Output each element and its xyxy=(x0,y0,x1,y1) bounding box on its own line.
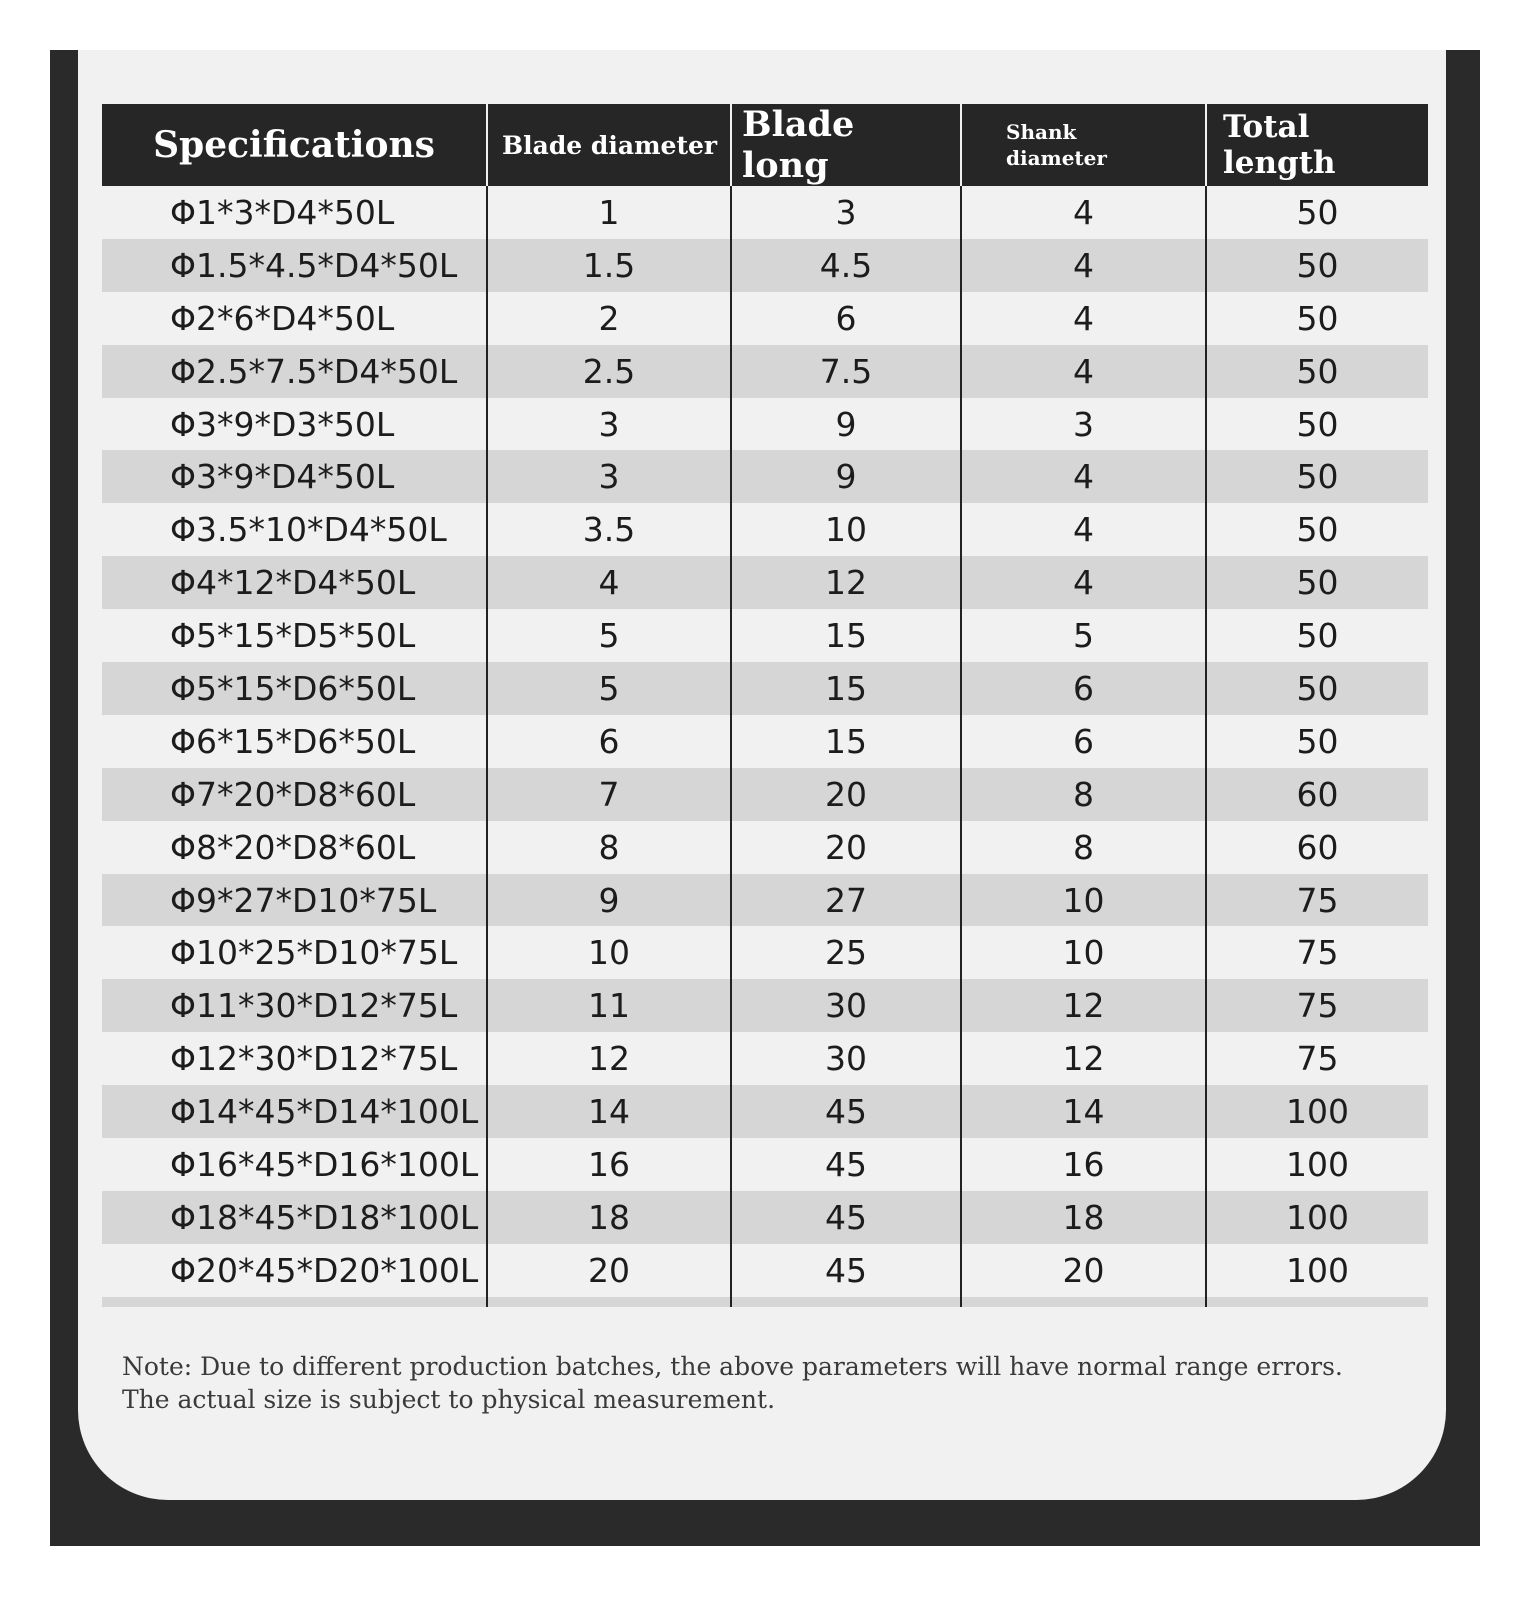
table-cell: 16 xyxy=(961,1138,1206,1191)
table-cell: 6 xyxy=(961,715,1206,768)
table-cell: 1 xyxy=(487,186,731,239)
table-cell: 7 xyxy=(487,768,731,821)
table-row xyxy=(102,1244,1428,1297)
table-cell: 100 xyxy=(1206,1244,1428,1297)
table-cell: 8 xyxy=(487,821,731,874)
table-cell: 6 xyxy=(961,662,1206,715)
table-cell: 4 xyxy=(961,503,1206,556)
table-cell: 10 xyxy=(487,926,731,979)
table-body xyxy=(102,186,1428,1307)
table-cell: 2 xyxy=(487,292,731,345)
table-cell: 2.5 xyxy=(487,345,731,398)
table-cell: 45 xyxy=(731,1085,961,1138)
table-cell: 9 xyxy=(487,874,731,927)
table-cell: 16 xyxy=(487,1138,731,1191)
table-cell: 8 xyxy=(961,768,1206,821)
table-cell: 75 xyxy=(1206,874,1428,927)
table-cell: 4 xyxy=(961,186,1206,239)
table-cell: 20 xyxy=(961,1244,1206,1297)
table-cell: 3.5 xyxy=(487,503,731,556)
table-cell: 3 xyxy=(731,186,961,239)
table-cell: Φ8*20*D8*60L xyxy=(170,827,416,867)
table-cell: 3 xyxy=(961,398,1206,451)
note-line-2: The actual size is subject to physical measurement. xyxy=(122,1385,776,1414)
table-cell: 5 xyxy=(961,609,1206,662)
table-row xyxy=(102,292,1428,345)
table-cell: 100 xyxy=(1206,1138,1428,1191)
table-cell: 4 xyxy=(961,292,1206,345)
table-row xyxy=(102,1032,1428,1085)
table-row xyxy=(102,768,1428,821)
table-cell: 50 xyxy=(1206,662,1428,715)
stripe-cell xyxy=(961,1297,1206,1307)
table-cell: 50 xyxy=(1206,450,1428,503)
table-cell: 8 xyxy=(961,821,1206,874)
table-cell: 45 xyxy=(731,1191,961,1244)
table-cell: Φ12*30*D12*75L xyxy=(170,1039,458,1079)
table-row xyxy=(102,662,1428,715)
table-cell: 50 xyxy=(1206,398,1428,451)
table-cell: 15 xyxy=(731,662,961,715)
table-cell: Φ20*45*D20*100L xyxy=(170,1250,479,1290)
header-blade-long: Blade long xyxy=(731,104,961,186)
table-cell: 6 xyxy=(731,292,961,345)
table-row xyxy=(102,556,1428,609)
table-cell: 4 xyxy=(961,450,1206,503)
table-cell: 14 xyxy=(961,1085,1206,1138)
table-cell: 50 xyxy=(1206,239,1428,292)
stripe-cell xyxy=(731,1297,961,1307)
stripe-cell xyxy=(487,1297,731,1307)
table-cell: 9 xyxy=(731,398,961,451)
table-cell: 4 xyxy=(961,556,1206,609)
table-row xyxy=(102,503,1428,556)
table-cell: Φ11*30*D12*75L xyxy=(102,979,487,1032)
table-cell: 1.5 xyxy=(487,239,731,292)
table-cell: 20 xyxy=(487,1244,731,1297)
table-row xyxy=(102,1138,1428,1191)
table-cell: Φ4*12*D4*50L xyxy=(102,556,487,609)
table-row xyxy=(102,979,1428,1032)
table-cell: 15 xyxy=(731,715,961,768)
table-cell: 9 xyxy=(731,450,961,503)
table-cell: 3 xyxy=(487,398,731,451)
table-bottom-stripe xyxy=(102,1297,1428,1307)
table-cell: 45 xyxy=(731,1138,961,1191)
header-shank-diameter xyxy=(961,104,1206,186)
table-row xyxy=(102,186,1428,239)
table-cell: 30 xyxy=(731,979,961,1032)
table-cell: 75 xyxy=(1206,1032,1428,1085)
table-cell: 20 xyxy=(731,768,961,821)
note-line-1: Note: Due to different production batches, the above parameters will have normal range errors. xyxy=(122,1352,1343,1381)
table-cell: Φ9*27*D10*75L xyxy=(102,874,487,927)
table-cell: Φ2.5*7.5*D4*50L xyxy=(102,345,487,398)
table-cell: 50 xyxy=(1206,609,1428,662)
table-cell: 6 xyxy=(487,715,731,768)
table-cell: Φ10*25*D10*75L xyxy=(170,933,458,973)
table-cell: 50 xyxy=(1206,556,1428,609)
table-cell: 4 xyxy=(961,239,1206,292)
table-cell: Φ14*45*D14*100L xyxy=(102,1085,487,1138)
table-cell: 5 xyxy=(487,662,731,715)
table-cell: Φ1*3*D4*50L xyxy=(170,192,395,232)
header-shank-line1: Shank xyxy=(1006,120,1077,144)
table-row xyxy=(102,450,1428,503)
header-blade-diameter: Blade diameter xyxy=(487,104,731,186)
table-cell: Φ2*6*D4*50L xyxy=(170,298,395,338)
table-cell: 60 xyxy=(1206,768,1428,821)
specifications-table xyxy=(102,104,1428,1307)
table-cell: Φ6*15*D6*50L xyxy=(170,721,416,761)
table-cell: 100 xyxy=(1206,1191,1428,1244)
table-cell: 18 xyxy=(961,1191,1206,1244)
table-cell: 75 xyxy=(1206,979,1428,1032)
table-row xyxy=(102,239,1428,292)
table-cell: 50 xyxy=(1206,186,1428,239)
table-row xyxy=(102,345,1428,398)
table-cell: Φ7*20*D8*60L xyxy=(102,768,487,821)
table-cell: 18 xyxy=(487,1191,731,1244)
table-cell: 50 xyxy=(1206,292,1428,345)
table-cell: 10 xyxy=(961,874,1206,927)
header-shank-line2: diameter xyxy=(1006,146,1107,170)
table-cell: 20 xyxy=(731,821,961,874)
stripe-cell xyxy=(1206,1297,1428,1307)
table-cell: 10 xyxy=(731,503,961,556)
table-cell: 50 xyxy=(1206,345,1428,398)
table-row xyxy=(102,1191,1428,1244)
table-cell: 3 xyxy=(487,450,731,503)
table-cell: 15 xyxy=(731,609,961,662)
table-row xyxy=(102,398,1428,451)
table-cell: Φ5*15*D6*50L xyxy=(102,662,487,715)
table-cell: Φ1.5*4.5*D4*50L xyxy=(102,239,487,292)
table-cell: 12 xyxy=(961,979,1206,1032)
table-cell: 50 xyxy=(1206,503,1428,556)
table-cell: 12 xyxy=(731,556,961,609)
table-cell: 25 xyxy=(731,926,961,979)
table-cell: 50 xyxy=(1206,715,1428,768)
table-cell: 100 xyxy=(1206,1085,1428,1138)
table-header-row xyxy=(102,104,1428,186)
table-cell: 27 xyxy=(731,874,961,927)
table-cell: 30 xyxy=(731,1032,961,1085)
table-cell: Φ16*45*D16*100L xyxy=(170,1144,479,1184)
table-row xyxy=(102,715,1428,768)
table-row xyxy=(102,874,1428,927)
table-cell: 45 xyxy=(731,1244,961,1297)
table-cell: 5 xyxy=(487,609,731,662)
table-cell: 4 xyxy=(961,345,1206,398)
table-row xyxy=(102,926,1428,979)
table-cell: 75 xyxy=(1206,926,1428,979)
table-row xyxy=(102,1085,1428,1138)
stripe-cell xyxy=(102,1297,487,1307)
table-cell: Φ18*45*D18*100L xyxy=(102,1191,487,1244)
table-cell: Φ5*15*D5*50L xyxy=(170,616,416,656)
table-cell: 11 xyxy=(487,979,731,1032)
table-row xyxy=(102,821,1428,874)
table-row xyxy=(102,609,1428,662)
table-cell: Φ3*9*D3*50L xyxy=(170,404,395,444)
table-cell: 4.5 xyxy=(731,239,961,292)
table-cell: 12 xyxy=(487,1032,731,1085)
header-total-length: Total length xyxy=(1206,104,1428,186)
table-cell: 60 xyxy=(1206,821,1428,874)
table-cell: 12 xyxy=(961,1032,1206,1085)
header-specifications: Specifications xyxy=(102,104,487,186)
table-cell: 4 xyxy=(487,556,731,609)
table-cell: 10 xyxy=(961,926,1206,979)
table-cell: Φ3*9*D4*50L xyxy=(102,450,487,503)
table-cell: Φ3.5*10*D4*50L xyxy=(170,510,447,550)
table-cell: 14 xyxy=(487,1085,731,1138)
table-cell: 7.5 xyxy=(731,345,961,398)
note-text xyxy=(122,1350,1422,1416)
